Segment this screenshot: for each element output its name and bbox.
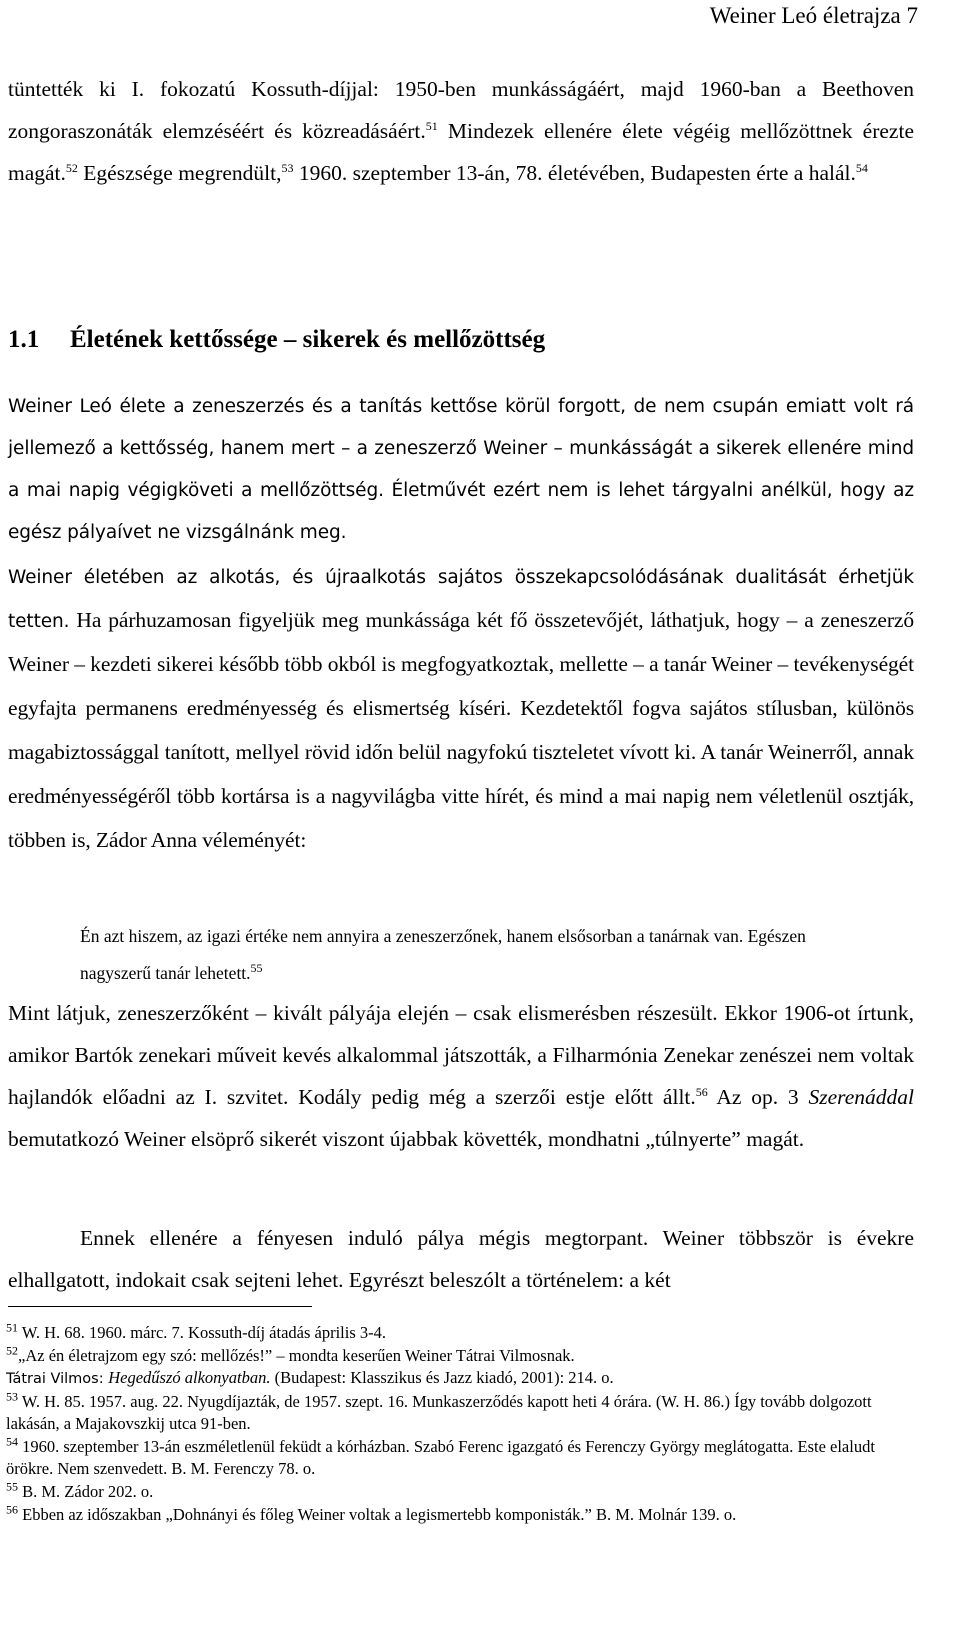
footnote-separator <box>8 1306 312 1307</box>
para4-text-c: bemutatkozó Weiner elsöprő sikerét viszont újabbak követték, mondhatni „túlnyerte” magát. <box>8 1127 805 1151</box>
footnote-54 <box>6 1436 918 1480</box>
footnote-56 <box>6 1504 918 1526</box>
footnote-53 <box>6 1391 918 1435</box>
footnote-ref-56[interactable]: 56 <box>695 1084 708 1099</box>
paragraph-duality: Weiner Leó élete a zeneszerzés és a tanítás kettőse körül forgott, de nem csupán emiatt volt rá jellemező a kettősség, hanem mert – a zeneszerző Weiner – munkásságát a sikerek ellenére mind a mai napig végigköveti a mellőzöttség. Életművét ezért nem is lehet tárgyalni anélkül, hogy az egész pályaívet ne vizsgálnánk meg. <box>8 396 914 543</box>
intro-paragraph <box>8 68 914 194</box>
footnotes <box>6 1322 918 1527</box>
footnote-text: 1960. szeptember 13-án eszméletlenül feküdt a kórházban. Szabó Ferenc igazgató és Ferenczy György meglátogatta. Este elaludt örökre. Nem szenvedett. B. M. Ferenczy 78. o. <box>6 1437 875 1478</box>
footnote-52 <box>6 1345 918 1390</box>
quote-text: Én azt hiszem, az igazi értéke nem annyira a zeneszerzőnek, hanem elsősorban a tanárnak van. Egészen nagyszerű tanár lehetett. <box>80 926 806 983</box>
paragraph-creation <box>8 557 914 863</box>
footnote-ref-54[interactable]: 54 <box>855 160 868 175</box>
footnote-number: 52 <box>6 1343 18 1358</box>
footnote-number: 51 <box>6 1320 18 1335</box>
footnote-text: W. H. 68. 1960. márc. 7. Kossuth-díj átadás április 3-4. <box>18 1323 386 1342</box>
section-title: Életének kettőssége – sikerek és mellőzöttség <box>70 326 546 353</box>
footnote-text: W. H. 85. 1957. aug. 22. Nyugdíjazták, de 1957. szept. 16. Munkaszerződés kapott heti 4 órára. (W. H. 86.) Így tovább dolgozott lakásán, a Majakovszkij utca 91-ben. <box>6 1392 872 1433</box>
intro-text-a: tüntették ki I. fokozatú Kossuth-díjjal: 1950-ben munkásságáért, majd 1960-ban a Beethoven zongoraszonáták elemzéséért és közreadásáért. <box>8 77 914 143</box>
footnote-number: 55 <box>6 1479 18 1494</box>
para4-text-a: Mint látjuk, zeneszerzőként – kivált pályája elején – csak elismerésben részesült. Ekkor 1906-ot írtunk, amikor Bartók zenekari műveit kevés alkalommal játszották, a Filharmónia Zenekar zenészei nem voltak hajlandók előadni az I. szvitet. Kodály pedig még a szerzői estje előtt állt. <box>8 1001 914 1109</box>
footnote-number: 54 <box>6 1434 18 1449</box>
footnote-text-publisher: (Budapest: Klasszikus és Jazz kiadó, 2001): 214. o. <box>270 1368 614 1387</box>
footnote-ref-51[interactable]: 51 <box>425 118 438 133</box>
footnote-text-source: Tátrai Vilmos: <box>6 1371 109 1387</box>
paragraph-halt <box>8 1217 914 1301</box>
para4-text-b: Az op. 3 <box>707 1085 809 1109</box>
footnote-55 <box>6 1481 918 1503</box>
footnote-51 <box>6 1322 918 1344</box>
paragraph-success <box>8 992 914 1160</box>
footnote-text: Ebben az időszakban „Dohnányi és főleg Weiner voltak a legismertebb komponisták.” B. M. Molnár 139. o. <box>18 1505 737 1524</box>
intro-text-c: Egészsége megrendült, <box>77 161 282 185</box>
section-number: 1.1 <box>8 326 40 353</box>
footnote-number: 56 <box>6 1502 18 1517</box>
footnote-ref-52[interactable]: 52 <box>65 160 78 175</box>
intro-text-b: Mindezek ellenére élete végéig mellőzöttnek érezte magát. <box>8 119 914 185</box>
footnote-ref-53[interactable]: 53 <box>281 160 294 175</box>
para5-text: Ennek ellenére a fényesen induló pálya mégis megtorpant. Weiner többször is évekre elhallgatott, indokait csak sejteni lehet. Egyrészt beleszólt a történelem: a két <box>8 1226 914 1292</box>
footnote-text: „Az én életrajzom egy szó: mellőzés!” – mondta keserűen Weiner Tátrai Vilmosnak. <box>18 1346 575 1365</box>
footnote-book-title: Hegedűszó alkonyatban. <box>108 1368 271 1387</box>
block-quote <box>80 918 880 992</box>
running-header: Weiner Leó életrajza 7 <box>709 3 918 28</box>
paragraph-creation-serif: Ha párhuzamosan figyeljük meg munkássága két fő összetevőjét, láthatjuk, hogy – a zeneszerző Weiner – kezdeti sikerei később több okból is megfogyatkoztak, mellette – a tanár Weiner – tevékenységét egyfajta permanens eredményesség és elismertség kíséri. Kezdetektől fogva sajátos stílusban, különös magabiztossággal tanított, mellyel rövid időn belül nagyfokú tiszteletet vívott ki. A tanár Weinerről, annak eredményességéről több kortársa is a nagyvilágba vitte hírét, és mind a mai napig nem véletlenül osztják, többen is, Zádor Anna véleményét: <box>8 608 914 852</box>
footnote-number: 53 <box>6 1389 18 1404</box>
footnote-text: B. M. Zádor 202. o. <box>18 1482 154 1501</box>
paragraph-creation-sans: Weiner életében az alkotás, és újraalkotás sajátos összekapcsolódásának dualitását érhetjük tetten. <box>8 567 914 632</box>
section-heading <box>8 320 545 360</box>
work-title-szerenad: Szerenáddal <box>808 1085 914 1109</box>
footnote-ref-55[interactable]: 55 <box>250 961 263 976</box>
intro-text-d: 1960. szeptember 13-án, 78. életévében, Budapesten érte a halál. <box>293 161 856 185</box>
